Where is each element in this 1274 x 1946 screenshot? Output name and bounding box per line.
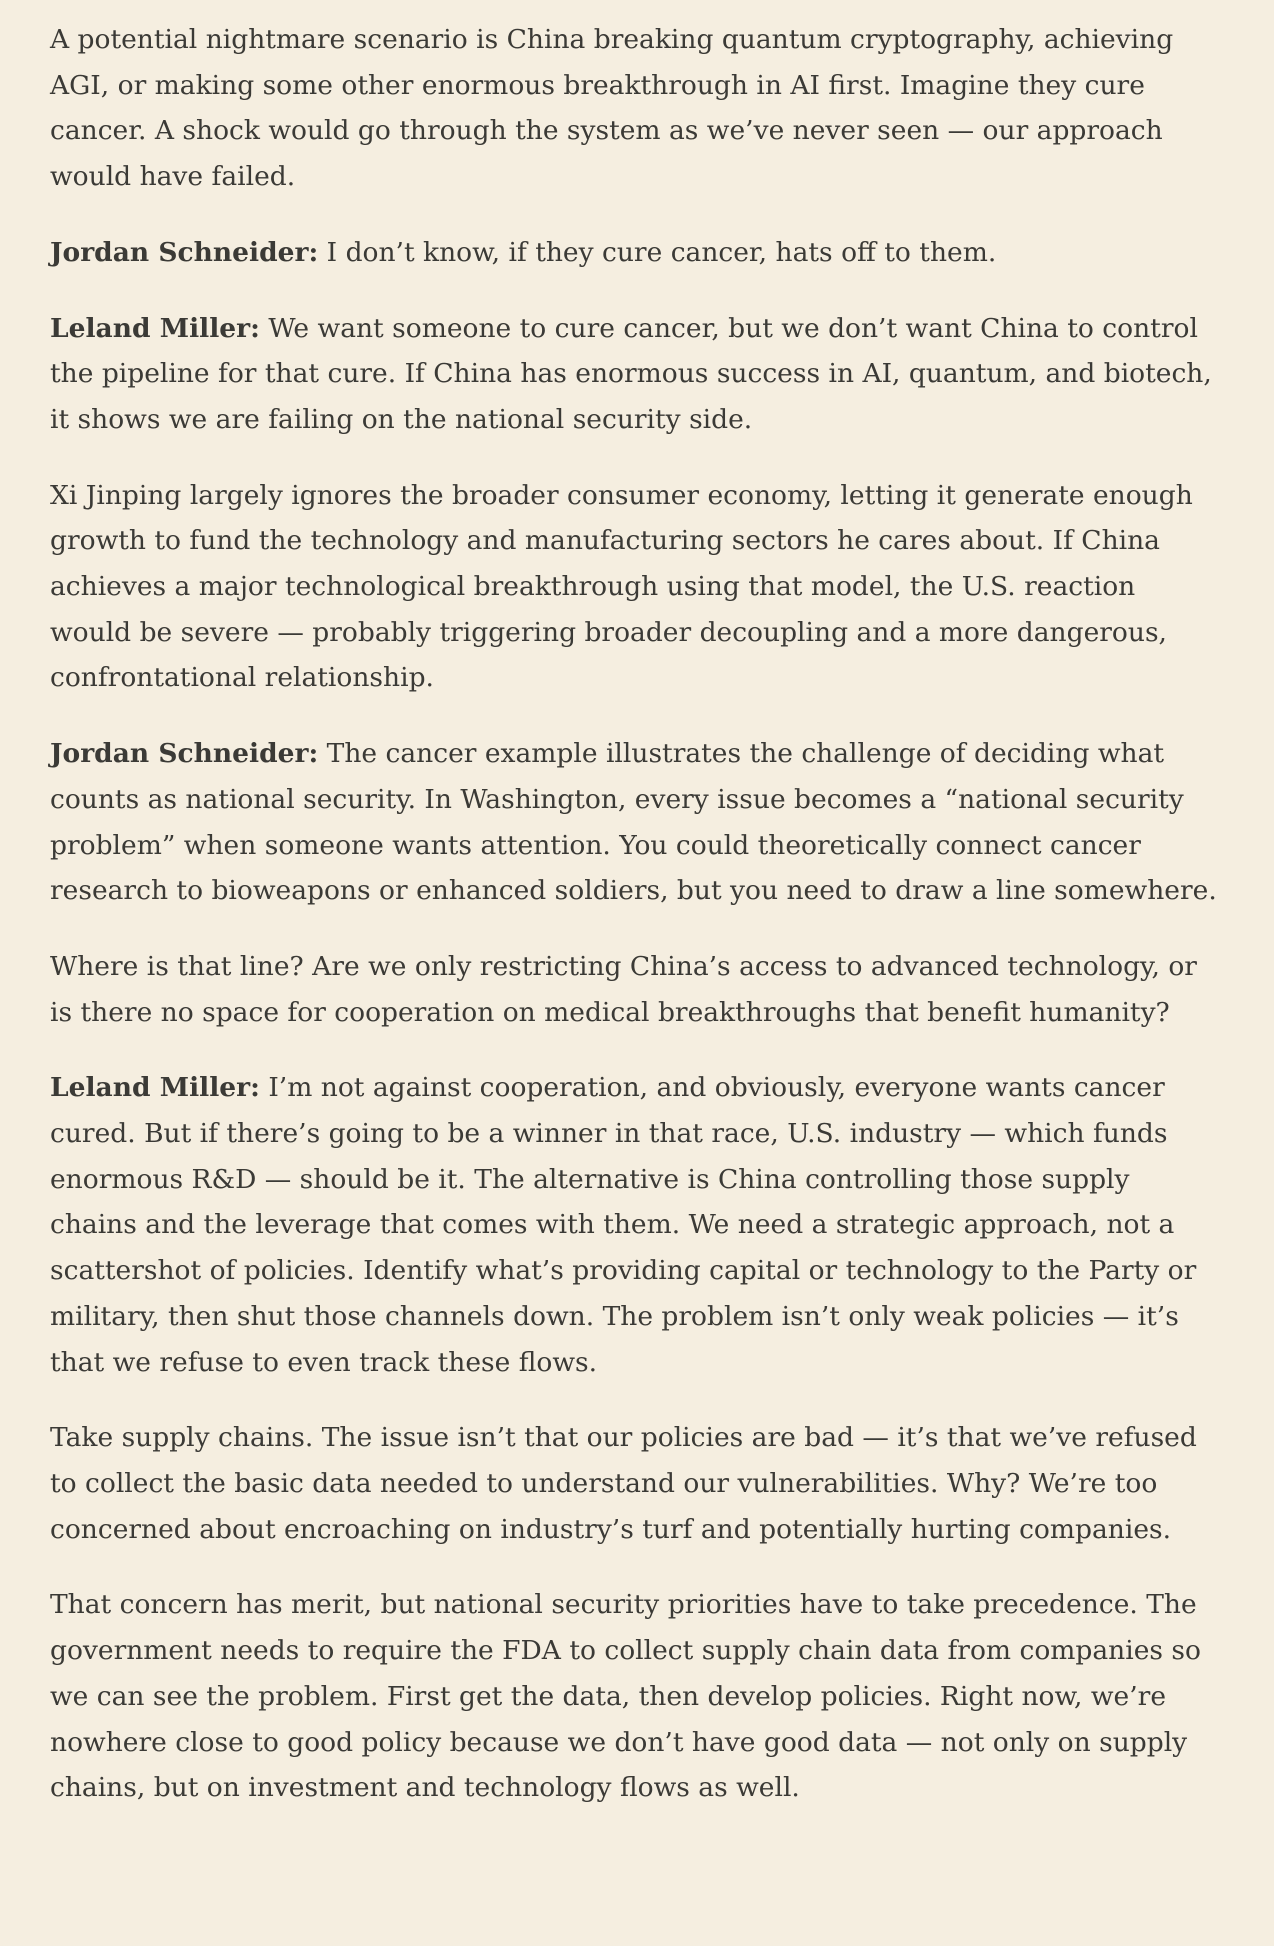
paragraph-text: I’m not against cooperation, and obviously, everyone wants cancer cured. But if there’s going to be a winner in that race, U.S. industry — which funds enormous R&D — should be it. The alternative is China controlling those supply chains and the leverage that comes with them. We need a strategic approach, not a scattershot of policies. Identify what’s providing capital or technology to the Party or military, then shut those channels down. The problem isn’t only weak policies — it’s that we refuse to even track these flows. (50, 1072, 1197, 1378)
speaker-name: Leland Miller: (50, 1072, 260, 1104)
paragraph-text: Where is that line? Are we only restricting China’s access to advanced technology, or is there no space for cooperation on medical breakthroughs that benefit humanity? (50, 950, 1197, 1028)
paragraph-text: That concern has merit, but national security priorities have to take precedence. The government needs to require the FDA to collect supply chain data from companies so we can see the problem. First get the data, then develop policies. Right now, we’re nowhere close to good policy because we don’t have good data — not only on supply chains, but on investment and technology flows as well. (50, 1589, 1201, 1804)
paragraph-data-first (50, 1582, 1224, 1811)
paragraph-xi-jinping-economy (50, 473, 1224, 702)
paragraph-text: A potential nightmare scenario is China breaking quantum cryptography, achieving AGI, or making some other enormous breakthrough in AI first. Imagine they cure cancer. A shock would go through the system as we’ve never seen — our approach would have failed. (50, 24, 1174, 193)
paragraph-text: We want someone to cure cancer, but we don’t want China to control the pipeline for that cure. If China has enormous success in AI, quantum, and biotech, it shows we are failing on the national security side. (50, 312, 1212, 435)
paragraph-miller-cure-pipeline (50, 306, 1224, 443)
paragraph-supply-chains (50, 1415, 1224, 1552)
speaker-name: Jordan Schneider: (50, 738, 319, 770)
paragraph-where-is-line (50, 944, 1224, 1035)
speaker-name: Leland Miller: (50, 312, 260, 344)
paragraph-text: The cancer example illustrates the challenge of deciding what counts as national security. In Washington, every issue becomes a “national security problem” when someone wants attention. You could theoretically connect cancer research to bioweapons or enhanced soldiers, but you need to draw a line somewhere. (50, 738, 1217, 907)
paragraph-text: Take supply chains. The issue isn’t that our policies are bad — it’s that we’ve refused to collect the basic data needed to understand our vulnerabilities. Why? We’re too concerned about encroaching on industry’s turf and potentially hurting companies. (50, 1422, 1197, 1545)
speaker-name: Jordan Schneider: (50, 236, 319, 268)
paragraph-nightmare-scenario (50, 17, 1224, 200)
paragraph-schneider-national-security (50, 731, 1224, 914)
paragraph-text: Xi Jinping largely ignores the broader consumer economy, letting it generate enough growth to fund the technology and manufacturing sectors he cares about. If China achieves a major technological breakthrough using that model, the U.S. reaction would be severe — probably triggering broader decoupling and a more dangerous, confrontational relationship. (50, 479, 1193, 694)
paragraph-miller-cooperation (50, 1065, 1224, 1385)
paragraph-schneider-hats-off (50, 230, 1224, 276)
paragraph-text: I don’t know, if they cure cancer, hats off to them. (318, 236, 997, 268)
